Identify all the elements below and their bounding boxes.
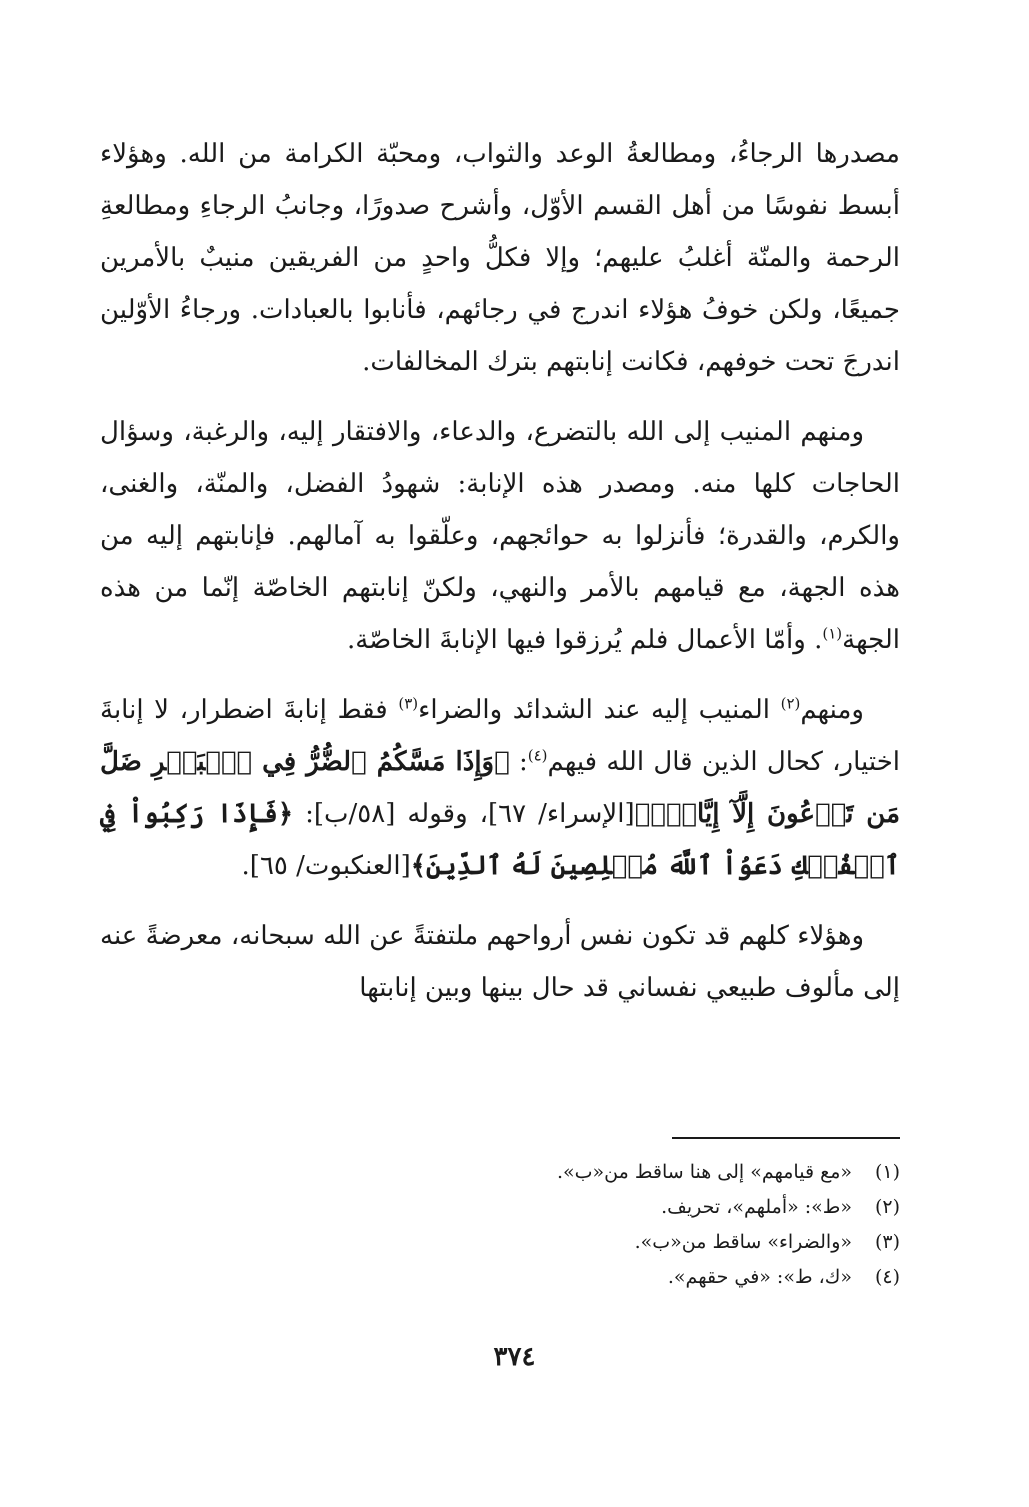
paragraph-3-text-f: [العنكبوت/ ٦٥]. [241, 851, 411, 881]
paragraph-3-text-e: [الإسراء/ ٦٧]، وقوله [٥٨/ب]: [293, 799, 635, 829]
paragraph-3 [100, 684, 900, 892]
paragraph-4: وهؤلاء كلهم قد تكون نفس أرواحهم ملتفتةً عن الله سبحانه، معرضةً عنه إلى مألوف طبيعي نفساني قد حال بينها وبين إنابتها [100, 921, 900, 1003]
quran-verse-1: ﴿وَإِذَا مَسَّكُمُ ٱلضُّرُّ فِي ٱلۡبَحۡرِ ضَلَّ مَن تَدۡعُونَ إِلَّآ إِيَّاهُۖ﴾ [100, 747, 900, 829]
footnote-ref-4[interactable]: (٤) [527, 746, 548, 765]
footnote-text: «مع قيامهم» إلى هنا ساقط من«ب». [556, 1161, 852, 1183]
paragraph-2-text-b: . وأمّا الأعمال فلم يُرزقوا فيها الإنابةَ الخاصّة. [346, 625, 823, 655]
paragraph-gap [100, 388, 900, 406]
footnote-item-2 [140, 1190, 900, 1225]
paragraph-3-text-d: : [509, 747, 528, 777]
paragraph-1: مصدرها الرجاءُ، ومطالعةُ الوعد والثواب، ومحبّة الكرامة من الله. وهؤلاء أبسط نفوسًا من أهل القسم الأوّل، وأشرح صدورًا، وجانبُ الرجاءِ ومطالعةِ الرحمة والمنّة أغلبُ عليهم؛ وإلا فكلُّ واحدٍ من الفريقين منيبٌ بالأمرين جميعًا، ولكن خوفُ هؤلاء اندرج في رجائهم، فأنابوا بالعبادات. ورجاءُ الأوّلين اندرجَ تحت خوفهم، فكانت إنابتهم بترك المخالفات. [100, 139, 900, 377]
paragraph-3-text-c: فقط إنابةَ اضطرار، لا إنابةَ اختيار، كحال الذين قال الله فيهم [100, 695, 900, 777]
footnote-text: «ك، ط»: «في حقهم». [667, 1266, 852, 1288]
footnote-item-4 [140, 1260, 900, 1295]
paragraph-2 [100, 406, 900, 666]
quran-verse-2: ﴿فَإِذَا رَكِبُواْ فِي ٱلۡفُلۡكِ دَعَوُاْ ٱللَّهَ مُخۡلِصِينَ لَهُ ٱلدِّينَ﴾ [100, 799, 900, 881]
footnote-text: «ط»: «أملهم»، تحريف. [661, 1196, 852, 1218]
footnote-separator [672, 1137, 900, 1139]
footnote-number: (٤) [874, 1266, 900, 1288]
paragraph-gap [100, 666, 900, 684]
footnote-ref-2[interactable]: (٢) [780, 694, 801, 713]
footnote-text: «والضراء» ساقط من«ب». [634, 1231, 852, 1253]
paragraph-3-text-a: ومنهم [800, 695, 864, 725]
paragraph-2-text-a: ومنهم المنيب إلى الله بالتضرع، والدعاء، والافتقار إليه، والرغبة، وسؤال الحاجات كلها منه. ومصدر هذه الإنابة: شهودُ الفضل، والمنّة، والغنى، والكرم، والقدرة؛ فأنزلوا به حوائجهم، وعلّقوا به آمالهم. فإنابتهم إليه من هذه الجهة، مع قيامهم بالأمر والنهي، ولكنّ إنابتهم الخاصّة إنّما من هذه الجهة [100, 417, 900, 655]
page-number: ٣٧٤ [493, 1342, 536, 1372]
footnote-number: (١) [874, 1161, 900, 1183]
footnote-number: (٢) [874, 1196, 900, 1218]
footnote-item-1 [140, 1155, 900, 1190]
paragraph-gap [100, 892, 900, 910]
paragraph-3-text-b: المنيب إليه عند الشدائد والضراء [418, 695, 781, 725]
main-text [100, 128, 900, 1014]
footnote-ref-3[interactable]: (٣) [398, 694, 419, 713]
footnotes-list [140, 1155, 900, 1295]
footnote-number: (٣) [874, 1231, 900, 1253]
footnote-item-3 [140, 1225, 900, 1260]
footnote-ref-1[interactable]: (١) [822, 624, 843, 643]
